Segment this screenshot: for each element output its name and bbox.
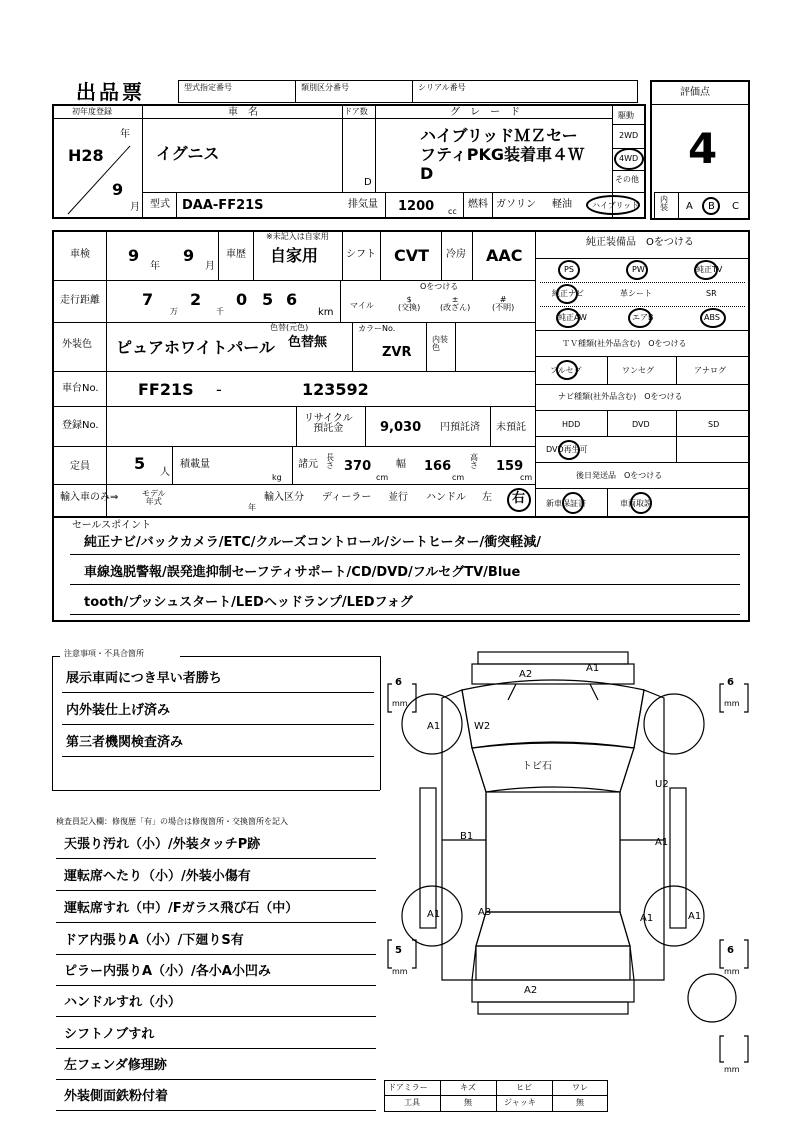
tire-fr-unit: mm: [724, 699, 740, 708]
equip-pw-circle: [626, 260, 648, 280]
equip-pw: PW: [632, 265, 645, 274]
tv-fullseg-circle: [556, 360, 578, 380]
inspection-month-mark: 月: [205, 261, 215, 272]
import-label: 輸入車のみ⇒: [60, 492, 119, 503]
inspector-line-2: 運転席へたり（小）/外装小傷有: [64, 869, 251, 884]
height-unit: cm: [520, 473, 533, 482]
recycle-not: 未預託: [496, 422, 526, 433]
equip-abs-circle: [700, 308, 726, 328]
damage-mark-right-rear-door: A1: [655, 837, 669, 848]
nav-sd: SD: [708, 420, 720, 429]
tv-fullseg: フルセグ: [550, 366, 582, 375]
history-value: 自家用: [270, 246, 319, 265]
height-value: 159: [496, 459, 524, 474]
legend-cell-2: 無: [464, 1098, 472, 1107]
model-year-label: モデル 年式: [142, 489, 166, 506]
history-note: ※未記入は自家用: [266, 232, 329, 241]
reg-no-label: 登録No.: [62, 420, 99, 431]
damage-mark-rear-bumper: A2: [524, 985, 538, 996]
note-line-2: 内外装仕上げ済み: [66, 703, 171, 718]
inspector-line-7: シフトノブすれ: [64, 1027, 155, 1042]
drive-2wd: 2WD: [619, 131, 639, 140]
equip-airbag-circle: [628, 308, 652, 328]
legend-header-3: ヒビ: [516, 1083, 532, 1092]
legend-header-1: ドアミラー: [388, 1083, 428, 1092]
damage-mark-front-grille: A2: [519, 669, 533, 680]
length-value: 370: [344, 459, 372, 474]
recycle-value: 9,030: [380, 420, 422, 435]
form-title: 出品票: [76, 80, 145, 104]
fuel-hybrid-circle: [586, 195, 640, 215]
dims-label: 諸元: [298, 459, 318, 470]
repaint-label: 色替(元色): [270, 323, 309, 332]
fuel-gasoline: ガソリン: [496, 199, 536, 210]
damage-mark-windshield: W2: [474, 721, 491, 732]
legend-cell-4: 無: [576, 1098, 584, 1107]
equip-leather: 革シート: [620, 289, 652, 298]
width-value: 166: [424, 459, 452, 474]
damage-mark-chip: トビ石: [522, 761, 552, 772]
doc-manual: 車両取説: [620, 499, 652, 508]
note-line-1: 展示車両につき早い者勝ち: [66, 671, 222, 686]
interior-color-label: 内装 色: [432, 335, 448, 352]
model-year-unit: 年: [248, 503, 256, 512]
grade-line-2: フティPKG装着車４Ｗ: [420, 145, 584, 164]
interior-grade-circle: [702, 197, 720, 215]
chassis-dash: -: [216, 380, 222, 399]
mileage-digit-4: 5: [262, 290, 274, 309]
equip-tv: 純正TV: [696, 265, 723, 274]
color-value: ピュアホワイトパール: [116, 338, 275, 357]
model-code: DAA-FF21S: [182, 198, 264, 213]
damage-mark-right-front-door: U2: [655, 779, 669, 790]
repaint-value: 色替無: [288, 335, 328, 350]
header-id-row: [178, 80, 638, 103]
inspector-line-9: 外装側面鉄粉付着: [64, 1089, 169, 1104]
load-label: 積載量: [180, 459, 210, 470]
interior-grade-c: C: [732, 201, 739, 212]
nav-dvd: DVD: [632, 420, 650, 429]
doc-warranty: 新車保証書: [546, 499, 586, 508]
grade-line-3: D: [420, 164, 434, 183]
tire-fl-unit: mm: [392, 699, 408, 708]
damage-mark-left-quarter: A3: [478, 907, 492, 918]
color-no-label: カラーNo.: [358, 324, 396, 333]
rating-label: 評価点: [680, 87, 710, 98]
interior-grade-b: B: [708, 201, 715, 212]
length-unit: cm: [376, 473, 389, 482]
damage-mark-front-bumper: A1: [586, 663, 600, 674]
inspector-label: 検査員記入欄：修復歴「有」の場合は修復箇所・交換箇所を記入: [56, 817, 288, 826]
inspection-label: 車検: [70, 249, 90, 260]
drive-label: 駆動: [618, 111, 634, 120]
chassis-label: 車台No.: [62, 383, 99, 394]
doors-label: ドア数: [344, 107, 368, 116]
first-reg-label: 初年度登録: [72, 107, 112, 116]
doc-manual-circle: [630, 492, 652, 514]
nav-dvd-playback: DVD再生可: [546, 445, 588, 454]
legend-header-2: キズ: [460, 1083, 476, 1092]
equip-ps: PS: [564, 265, 574, 274]
recycle-label: リサイクル 預託金: [304, 413, 353, 434]
model-label: 型式: [150, 199, 170, 210]
note-line-3: 第三者機関検査済み: [66, 735, 184, 750]
drive-4wd: 4WD: [619, 154, 639, 163]
inspector-line-1: 天張り汚れ（小）/外装タッチP跡: [64, 837, 261, 852]
damage-mark-left-door: B1: [460, 831, 474, 842]
handle-right-circle: [507, 488, 531, 512]
color-no-value: ZVR: [382, 345, 412, 360]
equip-ps-circle: [558, 260, 580, 280]
first-reg-month: 9: [112, 180, 124, 199]
doors-suffix: D: [364, 177, 372, 188]
cc-unit: cc: [448, 207, 457, 216]
equip-aw: 純正AW: [558, 313, 587, 322]
length-label: 長 さ: [326, 453, 334, 470]
kg-unit: kg: [272, 473, 282, 482]
capacity-unit: 人: [160, 467, 170, 478]
legend-header-4: ワレ: [572, 1083, 588, 1092]
capacity-value: 5: [134, 454, 146, 473]
ac-value: AAC: [486, 246, 523, 265]
doc-warranty-circle: [562, 492, 584, 514]
damage-mark-rear-left: A1: [427, 909, 441, 920]
mileage-mark-label: Oをつける: [420, 282, 459, 291]
notes-label: 注意事項・不具合箇所: [64, 649, 144, 658]
equip-aw-circle: [556, 308, 580, 328]
spare-tire-unit: mm: [724, 1065, 740, 1074]
displacement-label: 排気量: [348, 199, 378, 210]
class-number-label: 類別区分番号: [301, 83, 349, 92]
sen-unit: 千: [216, 307, 224, 316]
equip-tv-circle: [694, 260, 718, 280]
import-parallel: 並行: [388, 492, 408, 503]
mileage-digit-5: 6: [286, 290, 298, 309]
drive-other: その他: [615, 175, 639, 184]
mileage-option-mile: マイル: [350, 301, 374, 310]
equip-abs: ABS: [704, 313, 720, 322]
ac-label: 冷房: [446, 249, 466, 260]
mileage-option-exchange: $ (交換): [398, 295, 421, 312]
color-label: 外装色: [62, 339, 92, 350]
nav-title: ナビ種類(社外品含む) Oをつける: [558, 392, 683, 401]
mileage-digit-3: 0: [236, 290, 248, 309]
damage-mark-front-left: A1: [427, 721, 441, 732]
tire-rl-unit: mm: [392, 967, 408, 976]
handle-left: 左: [482, 492, 492, 503]
width-unit: cm: [452, 473, 465, 482]
date-slash: [60, 140, 140, 220]
equip-airbag: エアB: [632, 313, 654, 322]
equip-navi-circle: [556, 284, 578, 304]
shift-label: シフト: [346, 249, 376, 260]
handle-right: 右: [512, 491, 526, 506]
shift-value: CVT: [394, 246, 430, 265]
km-unit: km: [318, 307, 334, 318]
equip-navi: 純正ナビ: [552, 289, 584, 298]
mileage-option-unknown: # (不明): [492, 295, 515, 312]
tire-fl-depth: 6: [395, 677, 402, 688]
sales-point-line-3: tooth/プッシュスタート/LEDヘッドランプ/LEDフォグ: [84, 595, 413, 610]
inspector-line-8: 左フェンダ修理跡: [64, 1058, 167, 1073]
mileage-digit-1: 7: [142, 290, 154, 309]
equipment-title: 純正装備品 Oをつける: [586, 237, 694, 248]
damage-mark-rear-right: A1: [688, 911, 702, 922]
chassis-prefix: FF21S: [138, 380, 194, 399]
month-mark: 月: [130, 202, 140, 213]
nav-dvd-circle: [558, 440, 580, 460]
year-mark: 年: [120, 129, 130, 140]
chassis-number: 123592: [302, 380, 369, 399]
drive-4wd-circle: [614, 148, 644, 170]
inspector-line-4: ドア内張りA（小）/下廻りS有: [64, 933, 244, 948]
rating-value: 4: [688, 124, 718, 173]
fuel-label: 燃料: [468, 199, 488, 210]
tire-fr-depth: 6: [727, 677, 734, 688]
sales-point-line-2: 車線逸脱警報/誤発進抑制セーフティサポート/CD/DVD/フルセグTV/Blue: [84, 565, 521, 580]
displacement-value: 1200: [398, 199, 435, 214]
first-reg-year: H28: [68, 146, 104, 165]
sales-point-line-1: 純正ナビ/バックカメラ/ETC/クルーズコントロール/シートヒーター/衝突軽減/: [84, 535, 541, 550]
grade-line-1: ハイブリッドＭＺセー: [420, 126, 578, 145]
mileage-option-tampered: ± (改ざん): [440, 295, 471, 312]
inspector-line-5: ピラー内張りA（小）/各小A小凹み: [64, 964, 271, 979]
serial-number-label: シリアル番号: [418, 83, 466, 92]
tv-analog: アナログ: [694, 366, 726, 375]
fuel-hybrid: ハイブリッド: [592, 201, 640, 210]
inspection-year-mark: 年: [150, 261, 160, 272]
man-unit: 万: [170, 307, 178, 316]
tire-rr-depth: 6: [727, 945, 734, 956]
tv-title: ＴＶ種類(社外品含む) Oをつける: [562, 339, 687, 348]
history-label: 車歴: [226, 249, 246, 260]
car-damage-diagram: [380, 640, 760, 1080]
mileage-label: 走行距離: [60, 295, 100, 306]
inspector-line-3: 運転席すれ（中）/Fガラス飛び石（中）: [64, 901, 299, 916]
capacity-label: 定員: [70, 461, 90, 472]
width-label: 幅: [396, 459, 406, 470]
mileage-digit-2: 2: [190, 290, 202, 309]
legend-cell-3: ジャッキ: [504, 1098, 536, 1107]
grade-label: グ レ ー ド: [450, 107, 520, 118]
recycle-unit: 円預託済: [440, 422, 480, 433]
interior-label: 内装: [660, 195, 668, 212]
car-name-label: 車 名: [228, 107, 258, 118]
equip-sr: SR: [706, 289, 717, 298]
inspector-line-6: ハンドルすれ（小）: [64, 995, 182, 1010]
damage-mark-right-quarter: A1: [640, 913, 654, 924]
height-label: 高 さ: [470, 453, 478, 470]
handle-label: ハンドル: [426, 492, 466, 503]
car-name: イグニス: [156, 144, 220, 163]
interior-grade-a: A: [686, 201, 693, 212]
import-dealer: ディーラー: [322, 492, 372, 503]
nav-hdd: HDD: [562, 420, 581, 429]
docs-title: 後日発送品 Oをつける: [576, 471, 663, 480]
fuel-diesel: 軽油: [552, 199, 572, 210]
tv-oneseg: ワンセグ: [622, 366, 654, 375]
type-designation-label: 型式指定番号: [184, 83, 232, 92]
inspection-month: 9: [183, 246, 195, 265]
tire-rl-depth: 5: [395, 945, 402, 956]
inspection-year: 9: [128, 246, 140, 265]
legend-cell-1: 工具: [404, 1098, 420, 1107]
import-type-label: 輸入区分: [264, 492, 304, 503]
tire-rr-unit: mm: [724, 967, 740, 976]
sales-points-label: セールスポイント: [72, 520, 152, 531]
